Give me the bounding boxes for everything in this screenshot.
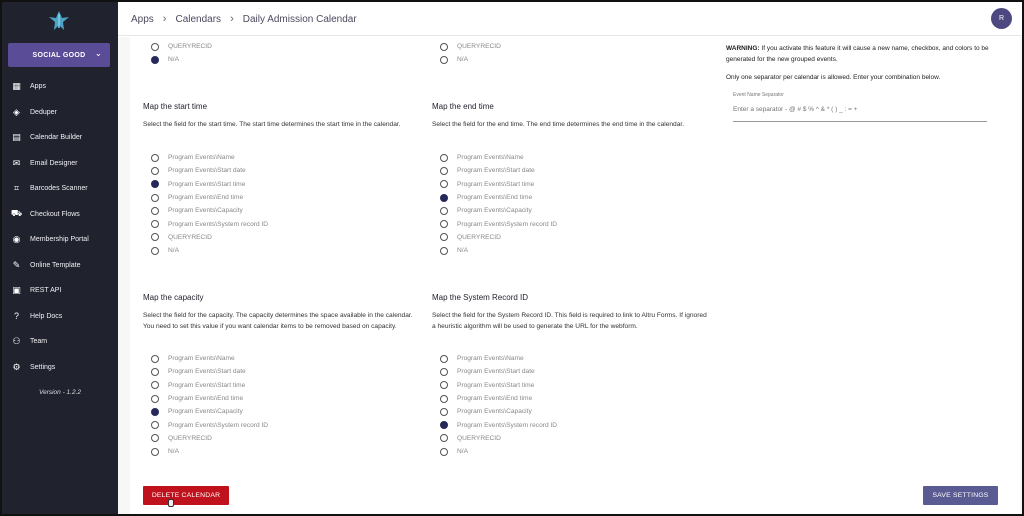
sidebar-item-label: Calendar Builder xyxy=(30,134,83,142)
radio-option[interactable] xyxy=(440,379,557,392)
start-time-options xyxy=(151,151,268,257)
sidebar-item-checkout-flows[interactable] xyxy=(2,202,118,228)
radio-label: N/A xyxy=(457,247,468,255)
layers-icon: ◈ xyxy=(13,106,20,117)
radio-button[interactable] xyxy=(151,247,159,255)
top-bar xyxy=(118,2,1022,36)
radio-option[interactable] xyxy=(440,217,557,230)
radio-option[interactable] xyxy=(151,445,268,458)
radio-button[interactable] xyxy=(151,368,159,376)
capacity-description: Select the field for the capacity. The capacity determines the space available in the calendar. You need to set this value if you want calendar items to be removed based on capacity. xyxy=(143,312,413,330)
radio-button[interactable] xyxy=(151,167,159,175)
capacity-options xyxy=(151,352,268,458)
radio-label: Program Events\Start date xyxy=(168,167,246,175)
sidebar-item-barcodes-scanner[interactable] xyxy=(2,176,118,202)
radio-button[interactable] xyxy=(151,43,159,51)
sidebar-item-label: Online Template xyxy=(30,261,81,269)
radio-label: Program Events\Name xyxy=(168,154,235,162)
sidebar-item-online-template[interactable] xyxy=(2,253,118,279)
start-time-title: Map the start time xyxy=(143,102,208,111)
radio-label: Program Events\Start time xyxy=(457,180,535,188)
sidebar-item-label: Deduper xyxy=(30,108,57,116)
radio-option[interactable] xyxy=(151,191,268,204)
radio-label: QUERYRECID xyxy=(168,233,212,241)
sidebar-item-rest-api[interactable] xyxy=(2,278,118,304)
chevron-right-icon: › xyxy=(162,13,167,25)
radio-label: Program Events\Capacity xyxy=(457,207,532,215)
sidebar-item-label: Help Docs xyxy=(30,312,63,320)
radio-option[interactable] xyxy=(151,405,268,418)
brush-icon: ✎ xyxy=(12,259,21,270)
radio-label: QUERYRECID xyxy=(457,233,501,241)
mail-icon: ✉ xyxy=(12,157,21,168)
radio-option[interactable]: N/A xyxy=(440,53,501,66)
end-time-title: Map the end time xyxy=(432,102,494,111)
radio-option[interactable] xyxy=(440,244,557,257)
radio-label: Program Events\Name xyxy=(457,355,524,363)
system-record-id-title: Map the System Record ID xyxy=(432,293,529,302)
radio-label: Program Events\Capacity xyxy=(168,207,243,215)
radio-option[interactable] xyxy=(151,178,268,191)
radio-label: Program Events\Capacity xyxy=(168,408,243,416)
chevron-right-icon: › xyxy=(230,13,234,25)
separator-input[interactable] xyxy=(733,106,987,113)
hummingbird-logo-icon[interactable] xyxy=(46,8,72,34)
breadcrumb-calendars[interactable]: Calendars xyxy=(175,13,222,25)
radio-option[interactable] xyxy=(151,392,268,405)
grid-icon: ▦ xyxy=(12,81,21,92)
cart-icon: ⛟ xyxy=(10,208,23,219)
radio-button[interactable] xyxy=(151,233,159,241)
avatar[interactable]: R xyxy=(991,8,1012,29)
radio-button[interactable] xyxy=(440,167,448,175)
radio-label: Program Events\Start date xyxy=(457,368,535,376)
warning-label: WARNING: xyxy=(726,45,760,52)
radio-label: Program Events\End time xyxy=(457,194,533,202)
save-settings-button[interactable]: SAVE SETTINGS xyxy=(923,486,998,505)
radio-option[interactable] xyxy=(151,231,268,244)
sidebar-item-calendar-builder[interactable] xyxy=(2,125,118,151)
radio-button[interactable] xyxy=(151,421,159,429)
radio-label: Program Events\System record ID xyxy=(457,421,558,429)
radio-button-selected[interactable] xyxy=(440,421,448,429)
system-record-id-description: Select the field for the System Record ID. This field is required to link to Altru Forms. If ignored a heuristic algorithm will be used to generate the URL for the webform. xyxy=(432,312,707,330)
radio-option[interactable]: QUERYRECID xyxy=(151,40,212,53)
radio-option[interactable] xyxy=(151,164,268,177)
version-label: Version - 1.2.2 xyxy=(38,389,82,396)
sidebar-item-team[interactable] xyxy=(2,329,118,355)
radio-label: Program Events\End time xyxy=(168,395,244,403)
radio-button-selected[interactable] xyxy=(440,194,448,202)
radio-option[interactable] xyxy=(440,151,557,164)
sidebar-item-label: REST API xyxy=(30,287,62,295)
radio-button-selected[interactable] xyxy=(151,56,159,64)
radio-option[interactable] xyxy=(440,164,557,177)
sidebar-item-help-docs[interactable] xyxy=(2,304,118,330)
radio-option[interactable] xyxy=(440,352,557,365)
radio-label: Program Events\System record ID xyxy=(168,220,269,228)
radio-button[interactable] xyxy=(440,154,448,162)
radio-option[interactable] xyxy=(440,432,557,445)
sidebar-item-label: Team xyxy=(30,338,48,346)
start-time-description: Select the field for the start time. The start time determines the start time in the calendar. xyxy=(143,121,401,128)
radio-button[interactable] xyxy=(151,381,159,389)
radio-button[interactable] xyxy=(440,448,448,456)
radio-button[interactable] xyxy=(440,355,448,363)
radio-label: Program Events\Name xyxy=(168,355,235,363)
radio-option[interactable] xyxy=(151,204,268,217)
radio-button[interactable] xyxy=(440,233,448,241)
radio-button-selected[interactable] xyxy=(151,180,159,188)
warning-body: If you activate this feature it will cause a new name, checkbox, and colors to be generated for the new grouped events. xyxy=(726,45,989,63)
delete-calendar-button[interactable]: DELETE CALENDAR xyxy=(143,486,229,505)
radio-label: Program Events\Start date xyxy=(168,368,246,376)
radio-option[interactable] xyxy=(151,151,268,164)
radio-option[interactable] xyxy=(440,418,557,431)
radio-button[interactable] xyxy=(440,247,448,255)
radio-label: Program Events\Name xyxy=(457,154,524,162)
end-time-description: Select the field for the end time. The end time determines the end time in the calendar. xyxy=(432,121,685,128)
radio-option[interactable] xyxy=(151,365,268,378)
sidebar-item-apps[interactable] xyxy=(2,74,118,100)
radio-label: QUERYRECID xyxy=(457,434,501,442)
radio-label: Program Events\System record ID xyxy=(168,421,269,429)
radio-option[interactable] xyxy=(151,352,268,365)
sidebar-item-label: Apps xyxy=(30,83,46,91)
radio-button[interactable] xyxy=(440,56,448,64)
settings-icon: ⚙ xyxy=(12,361,21,372)
system-record-id-options xyxy=(440,352,557,458)
breadcrumb xyxy=(131,13,357,25)
warning-text xyxy=(726,43,1006,65)
radio-label: Program Events\Start time xyxy=(168,381,246,389)
sidebar-item-label: Settings xyxy=(30,363,56,371)
radio-option[interactable] xyxy=(440,405,557,418)
event-name-separator-field xyxy=(733,92,987,122)
capacity-title: Map the capacity xyxy=(143,293,204,302)
radio-label: N/A xyxy=(168,247,179,255)
radio-option[interactable] xyxy=(440,191,557,204)
radio-option[interactable] xyxy=(151,418,268,431)
radio-button[interactable] xyxy=(151,355,159,363)
radio-option[interactable]: QUERYRECID xyxy=(440,40,501,53)
radio-button[interactable] xyxy=(151,448,159,456)
radio-option[interactable] xyxy=(440,231,557,244)
radio-label: Program Events\Start time xyxy=(168,180,246,188)
radio-button[interactable] xyxy=(440,43,448,51)
radio-button[interactable] xyxy=(151,194,159,202)
radio-option[interactable] xyxy=(440,445,557,458)
radio-label: Program Events\Capacity xyxy=(457,408,532,416)
breadcrumb-apps[interactable]: Apps xyxy=(131,13,154,25)
radio-option[interactable] xyxy=(151,217,268,230)
sidebar-item-email-designer[interactable] xyxy=(2,151,118,177)
org-switcher-label: SOCIAL GOOD xyxy=(32,51,86,59)
radio-button[interactable] xyxy=(151,207,159,215)
sidebar-item-settings[interactable] xyxy=(2,355,118,381)
api-icon: ▣ xyxy=(12,285,21,296)
mouse-cursor-icon xyxy=(168,499,174,507)
radio-list-partial-left xyxy=(151,40,212,67)
radio-label: QUERYRECID xyxy=(168,434,212,442)
radio-button[interactable] xyxy=(440,368,448,376)
radio-label: Program Events\End time xyxy=(457,395,533,403)
scan-icon: ⌗ xyxy=(13,183,20,194)
sidebar-nav xyxy=(2,74,118,380)
calendar-icon: ▤ xyxy=(12,132,21,143)
team-icon: ⚇ xyxy=(12,336,21,347)
radio-label: N/A xyxy=(168,448,179,456)
radio-option[interactable] xyxy=(151,432,268,445)
radio-button[interactable] xyxy=(440,395,448,403)
sidebar-item-label: Checkout Flows xyxy=(30,210,80,218)
sidebar-item-membership-portal[interactable] xyxy=(2,227,118,253)
radio-button[interactable] xyxy=(440,207,448,215)
radio-option[interactable] xyxy=(440,204,557,217)
radio-option[interactable] xyxy=(440,365,557,378)
radio-button[interactable] xyxy=(440,434,448,442)
radio-label: Program Events\System record ID xyxy=(457,220,558,228)
radio-button[interactable] xyxy=(151,220,159,228)
sidebar-item-label: Membership Portal xyxy=(30,236,89,244)
radio-option[interactable]: N/A xyxy=(151,53,212,66)
radio-option[interactable] xyxy=(151,244,268,257)
radio-label: Program Events\Start time xyxy=(457,381,535,389)
separator-note: Only one separator per calendar is allowed. Enter your combination below. xyxy=(726,74,941,81)
separator-field-label: Event Name Separator xyxy=(733,92,784,98)
radio-button[interactable] xyxy=(440,408,448,416)
sidebar xyxy=(2,2,118,514)
radio-option[interactable] xyxy=(440,178,557,191)
end-time-options xyxy=(440,151,557,257)
radio-button[interactable] xyxy=(440,220,448,228)
chevron-down-icon: ⌄ xyxy=(94,49,102,58)
radio-label: N/A xyxy=(457,448,468,456)
user-circle-icon: ◉ xyxy=(12,234,21,245)
radio-option[interactable] xyxy=(440,392,557,405)
radio-option[interactable] xyxy=(151,379,268,392)
org-switcher-button[interactable] xyxy=(8,43,110,67)
breadcrumb-current: Daily Admission Calendar xyxy=(242,13,357,25)
help-icon: ? xyxy=(13,311,19,322)
radio-button[interactable] xyxy=(440,381,448,389)
radio-label: Program Events\Start date xyxy=(457,167,535,175)
radio-button-selected[interactable] xyxy=(151,408,159,416)
sidebar-item-label: Barcodes Scanner xyxy=(30,185,88,193)
sidebar-item-label: Email Designer xyxy=(30,159,78,167)
radio-button[interactable] xyxy=(151,434,159,442)
radio-label: Program Events\End time xyxy=(168,194,244,202)
radio-button[interactable] xyxy=(151,395,159,403)
radio-button[interactable] xyxy=(151,154,159,162)
sidebar-item-deduper[interactable] xyxy=(2,100,118,126)
radio-button[interactable] xyxy=(440,180,448,188)
radio-list-partial-right xyxy=(440,40,501,67)
